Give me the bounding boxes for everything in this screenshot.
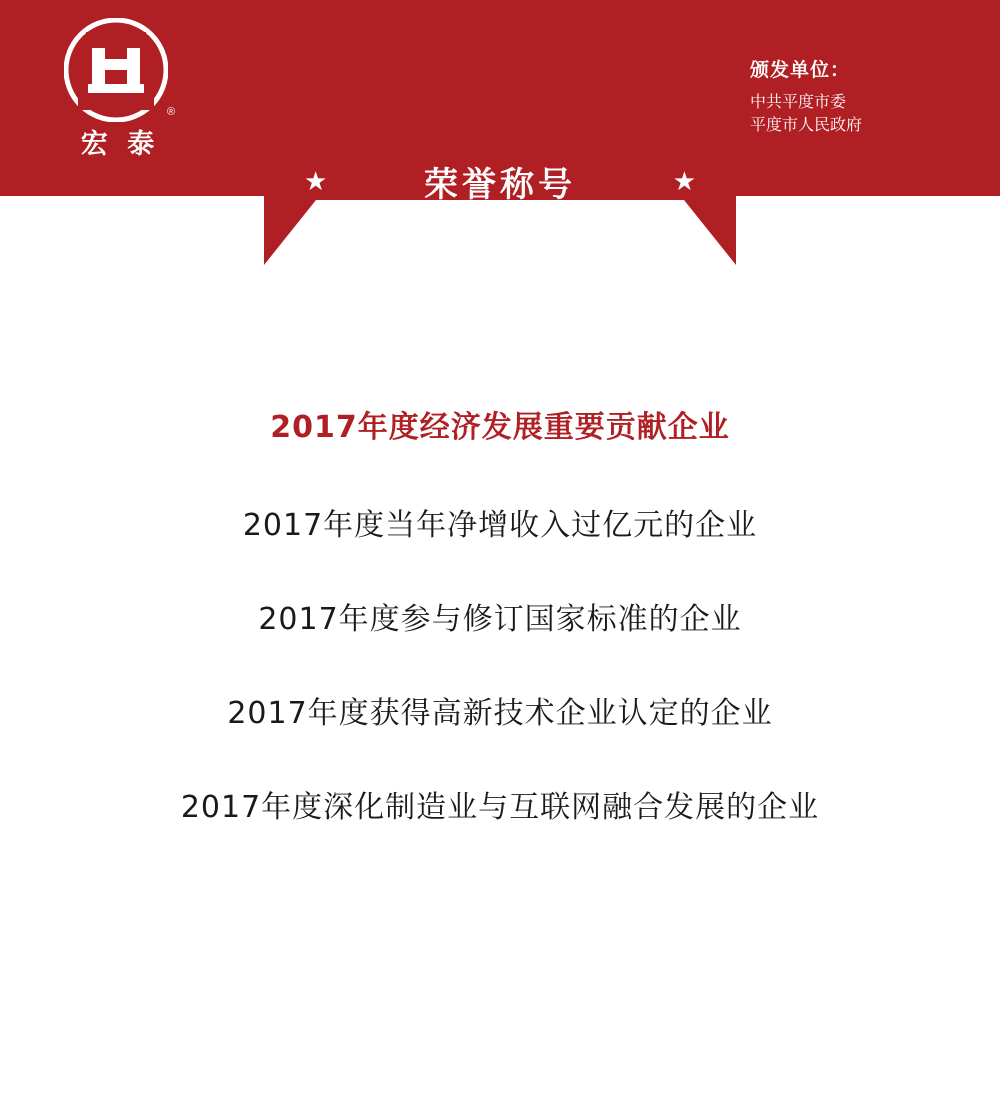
- ribbon-title: 荣誉称号: [424, 165, 576, 205]
- issuer-title: 颁发单位：: [750, 59, 851, 81]
- logo-brand-text: 宏 泰: [80, 129, 160, 160]
- honour-item: 2017年度深化制造业与互联网融合发展的企业: [180, 790, 820, 825]
- issuer-line-2: 平度市人民政府: [750, 115, 863, 135]
- honour-item: 2017年度当年净增收入过亿元的企业: [242, 508, 758, 543]
- honour-item: 2017年度经济发展重要贡献企业: [270, 410, 730, 445]
- honour-item: 2017年度获得高新技术企业认定的企业: [227, 696, 773, 731]
- hongtai-emblem-icon: [64, 18, 168, 122]
- issuer-line-1: 中共平度市委: [750, 92, 847, 111]
- star-icon-left: ★: [304, 166, 328, 196]
- star-icon-right: ★: [672, 166, 696, 196]
- registered-trademark-icon: ®: [167, 106, 176, 118]
- company-logo: [40, 18, 200, 168]
- issuer-block: [750, 55, 970, 136]
- honour-list: [0, 410, 1000, 826]
- honour-ribbon: [264, 140, 736, 265]
- honour-item: 2017年度参与修订国家标准的企业: [258, 602, 742, 637]
